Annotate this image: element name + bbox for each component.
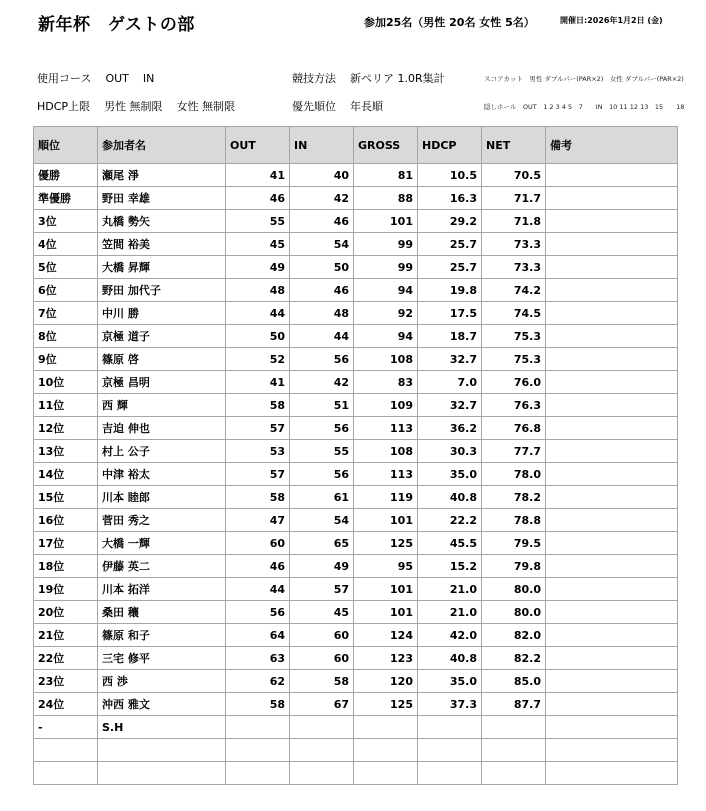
remarks-cell bbox=[546, 210, 678, 233]
name-cell bbox=[98, 739, 226, 762]
out-cell: 60 bbox=[226, 532, 290, 555]
hdcp-cell: 22.2 bbox=[418, 509, 482, 532]
hdcp-cell: 25.7 bbox=[418, 256, 482, 279]
name-cell: 中川 勝 bbox=[98, 302, 226, 325]
name-cell: 西 渉 bbox=[98, 670, 226, 693]
course-info bbox=[37, 70, 154, 86]
table-row bbox=[34, 693, 678, 716]
rank-cell: 11位 bbox=[34, 394, 98, 417]
name-cell: 大橋 昇輝 bbox=[98, 256, 226, 279]
hdcp-cell: 10.5 bbox=[418, 164, 482, 187]
course-out: OUT bbox=[105, 72, 129, 85]
net-cell: 76.8 bbox=[482, 417, 546, 440]
table-row bbox=[34, 348, 678, 371]
gross-cell: 99 bbox=[354, 233, 418, 256]
name-cell: 菅田 秀之 bbox=[98, 509, 226, 532]
name-cell: 野田 幸雄 bbox=[98, 187, 226, 210]
name-cell: 篠原 啓 bbox=[98, 348, 226, 371]
out-cell: 41 bbox=[226, 371, 290, 394]
header-remarks: 備考 bbox=[546, 127, 678, 164]
out-cell: 41 bbox=[226, 164, 290, 187]
out-cell: 44 bbox=[226, 302, 290, 325]
hdcp-cell: 21.0 bbox=[418, 601, 482, 624]
table-row bbox=[34, 463, 678, 486]
hdcp-female: 女性 無制限 bbox=[176, 100, 236, 113]
in-cell: 67 bbox=[290, 693, 354, 716]
remarks-cell bbox=[546, 532, 678, 555]
rank-cell: 13位 bbox=[34, 440, 98, 463]
in-cell: 56 bbox=[290, 417, 354, 440]
course-in: IN bbox=[142, 72, 155, 85]
out-cell bbox=[226, 739, 290, 762]
hdcp-label: HDCP上限 bbox=[37, 100, 91, 113]
table-row bbox=[34, 325, 678, 348]
name-cell: 京極 昌明 bbox=[98, 371, 226, 394]
out-cell: 58 bbox=[226, 486, 290, 509]
table-row bbox=[34, 417, 678, 440]
gross-cell: 88 bbox=[354, 187, 418, 210]
name-cell: 吉迫 伸也 bbox=[98, 417, 226, 440]
header-name: 参加者名 bbox=[98, 127, 226, 164]
gross-cell: 125 bbox=[354, 693, 418, 716]
out-cell: 45 bbox=[226, 233, 290, 256]
in-cell: 54 bbox=[290, 509, 354, 532]
hdcp-cell bbox=[418, 762, 482, 785]
remarks-cell bbox=[546, 417, 678, 440]
name-cell: 三宅 修平 bbox=[98, 647, 226, 670]
rank-cell: 8位 bbox=[34, 325, 98, 348]
out-cell: 52 bbox=[226, 348, 290, 371]
hdcp-cell: 32.7 bbox=[418, 394, 482, 417]
net-cell: 79.5 bbox=[482, 532, 546, 555]
in-cell: 45 bbox=[290, 601, 354, 624]
out-cell: 48 bbox=[226, 279, 290, 302]
out-cell: 49 bbox=[226, 256, 290, 279]
remarks-cell bbox=[546, 693, 678, 716]
header-in: IN bbox=[290, 127, 354, 164]
course-label: 使用コース bbox=[37, 72, 92, 85]
rank-cell: 19位 bbox=[34, 578, 98, 601]
gross-cell bbox=[354, 762, 418, 785]
table-row bbox=[34, 486, 678, 509]
header-net: NET bbox=[482, 127, 546, 164]
hdcp-cell: 35.0 bbox=[418, 463, 482, 486]
in-cell bbox=[290, 739, 354, 762]
table-row bbox=[34, 624, 678, 647]
table-row bbox=[34, 164, 678, 187]
in-cell: 46 bbox=[290, 210, 354, 233]
rank-cell: 12位 bbox=[34, 417, 98, 440]
net-cell: 80.0 bbox=[482, 601, 546, 624]
hdcp-cell: 21.0 bbox=[418, 578, 482, 601]
gross-cell: 119 bbox=[354, 486, 418, 509]
remarks-cell bbox=[546, 624, 678, 647]
out-cell: 55 bbox=[226, 210, 290, 233]
table-row bbox=[34, 762, 678, 785]
table-row bbox=[34, 233, 678, 256]
in-cell: 49 bbox=[290, 555, 354, 578]
in-cell: 58 bbox=[290, 670, 354, 693]
gross-cell: 81 bbox=[354, 164, 418, 187]
net-cell: 82.2 bbox=[482, 647, 546, 670]
in-cell: 54 bbox=[290, 233, 354, 256]
table-row bbox=[34, 716, 678, 739]
in-cell: 55 bbox=[290, 440, 354, 463]
name-cell: 大橋 一輝 bbox=[98, 532, 226, 555]
header-gross: GROSS bbox=[354, 127, 418, 164]
net-cell: 73.3 bbox=[482, 233, 546, 256]
name-cell: 西 輝 bbox=[98, 394, 226, 417]
hdcp-cell: 40.8 bbox=[418, 486, 482, 509]
rank-cell: 21位 bbox=[34, 624, 98, 647]
header-out: OUT bbox=[226, 127, 290, 164]
gross-cell: 99 bbox=[354, 256, 418, 279]
remarks-cell bbox=[546, 256, 678, 279]
name-cell: 川本 拓洋 bbox=[98, 578, 226, 601]
in-cell: 56 bbox=[290, 463, 354, 486]
remarks-cell bbox=[546, 716, 678, 739]
out-cell bbox=[226, 762, 290, 785]
table-row bbox=[34, 578, 678, 601]
net-cell: 74.2 bbox=[482, 279, 546, 302]
rank-cell bbox=[34, 739, 98, 762]
hdcp-cell: 42.0 bbox=[418, 624, 482, 647]
gross-cell bbox=[354, 739, 418, 762]
name-cell: 伊藤 英二 bbox=[98, 555, 226, 578]
gross-cell: 101 bbox=[354, 509, 418, 532]
remarks-cell bbox=[546, 555, 678, 578]
in-cell: 42 bbox=[290, 187, 354, 210]
rank-cell: 10位 bbox=[34, 371, 98, 394]
table-row bbox=[34, 440, 678, 463]
name-cell bbox=[98, 762, 226, 785]
in-cell: 44 bbox=[290, 325, 354, 348]
gross-cell: 113 bbox=[354, 463, 418, 486]
rank-cell: - bbox=[34, 716, 98, 739]
priority-value: 年長順 bbox=[350, 100, 383, 113]
gross-cell: 83 bbox=[354, 371, 418, 394]
hdcp-cell: 15.2 bbox=[418, 555, 482, 578]
net-cell: 78.0 bbox=[482, 463, 546, 486]
in-cell: 48 bbox=[290, 302, 354, 325]
out-cell: 46 bbox=[226, 555, 290, 578]
remarks-cell bbox=[546, 440, 678, 463]
in-cell: 60 bbox=[290, 624, 354, 647]
rank-cell: 22位 bbox=[34, 647, 98, 670]
rank-cell: 16位 bbox=[34, 509, 98, 532]
rank-cell: 準優勝 bbox=[34, 187, 98, 210]
rank-cell: 20位 bbox=[34, 601, 98, 624]
method-label: 競技方法 bbox=[292, 72, 336, 85]
net-cell: 85.0 bbox=[482, 670, 546, 693]
in-cell: 65 bbox=[290, 532, 354, 555]
out-cell: 62 bbox=[226, 670, 290, 693]
name-cell: 野田 加代子 bbox=[98, 279, 226, 302]
out-cell: 64 bbox=[226, 624, 290, 647]
net-cell: 71.7 bbox=[482, 187, 546, 210]
remarks-cell bbox=[546, 371, 678, 394]
net-cell: 71.8 bbox=[482, 210, 546, 233]
in-cell: 60 bbox=[290, 647, 354, 670]
remarks-cell bbox=[546, 486, 678, 509]
hdcp-cell bbox=[418, 739, 482, 762]
remarks-cell bbox=[546, 739, 678, 762]
table-row bbox=[34, 371, 678, 394]
net-cell: 76.3 bbox=[482, 394, 546, 417]
in-cell bbox=[290, 716, 354, 739]
out-cell: 50 bbox=[226, 325, 290, 348]
rank-cell: 17位 bbox=[34, 532, 98, 555]
net-cell bbox=[482, 762, 546, 785]
net-cell: 75.3 bbox=[482, 325, 546, 348]
gross-cell: 94 bbox=[354, 279, 418, 302]
gross-cell: 95 bbox=[354, 555, 418, 578]
in-cell: 46 bbox=[290, 279, 354, 302]
in-cell bbox=[290, 762, 354, 785]
rank-cell: 3位 bbox=[34, 210, 98, 233]
header-rank: 順位 bbox=[34, 127, 98, 164]
rank-cell: 7位 bbox=[34, 302, 98, 325]
hdcp-cell: 16.3 bbox=[418, 187, 482, 210]
gross-cell: 101 bbox=[354, 578, 418, 601]
hdcp-cell: 37.3 bbox=[418, 693, 482, 716]
net-cell: 82.0 bbox=[482, 624, 546, 647]
remarks-cell bbox=[546, 762, 678, 785]
out-cell: 56 bbox=[226, 601, 290, 624]
priority-info bbox=[292, 98, 383, 114]
rank-cell: 24位 bbox=[34, 693, 98, 716]
remarks-cell bbox=[546, 463, 678, 486]
in-cell: 42 bbox=[290, 371, 354, 394]
out-cell: 44 bbox=[226, 578, 290, 601]
table-row bbox=[34, 279, 678, 302]
hdcp-info bbox=[37, 98, 235, 114]
rank-cell bbox=[34, 762, 98, 785]
table-row bbox=[34, 302, 678, 325]
event-date: 開催日:2026年1月2日 (金) bbox=[560, 16, 663, 25]
rank-cell: 4位 bbox=[34, 233, 98, 256]
out-cell: 47 bbox=[226, 509, 290, 532]
net-cell: 78.8 bbox=[482, 509, 546, 532]
hdcp-cell: 32.7 bbox=[418, 348, 482, 371]
out-cell bbox=[226, 716, 290, 739]
hdcp-cell: 29.2 bbox=[418, 210, 482, 233]
in-cell: 61 bbox=[290, 486, 354, 509]
net-cell: 77.7 bbox=[482, 440, 546, 463]
name-cell: 京極 道子 bbox=[98, 325, 226, 348]
method-value: 新ペリア 1.0R集計 bbox=[350, 72, 445, 85]
hidden-holes-note: 隠しホール OUT 1 2 3 4 5 7 IN 10 11 12 13 15 18 bbox=[484, 103, 685, 111]
method-info bbox=[292, 70, 445, 86]
out-cell: 63 bbox=[226, 647, 290, 670]
gross-cell: 108 bbox=[354, 348, 418, 371]
hdcp-cell: 17.5 bbox=[418, 302, 482, 325]
table-row bbox=[34, 256, 678, 279]
hdcp-cell: 36.2 bbox=[418, 417, 482, 440]
out-cell: 46 bbox=[226, 187, 290, 210]
name-cell: 沖西 雅文 bbox=[98, 693, 226, 716]
table-header-row bbox=[34, 127, 678, 164]
in-cell: 51 bbox=[290, 394, 354, 417]
table-row bbox=[34, 394, 678, 417]
gross-cell: 101 bbox=[354, 601, 418, 624]
out-cell: 53 bbox=[226, 440, 290, 463]
net-cell: 74.5 bbox=[482, 302, 546, 325]
remarks-cell bbox=[546, 164, 678, 187]
remarks-cell bbox=[546, 302, 678, 325]
gross-cell: 125 bbox=[354, 532, 418, 555]
net-cell bbox=[482, 716, 546, 739]
rank-cell: 5位 bbox=[34, 256, 98, 279]
name-cell: S.H bbox=[98, 716, 226, 739]
priority-label: 優先順位 bbox=[292, 100, 336, 113]
out-cell: 57 bbox=[226, 463, 290, 486]
page-title: 新年杯 ゲストの部 bbox=[38, 15, 195, 35]
net-cell bbox=[482, 739, 546, 762]
name-cell: 村上 公子 bbox=[98, 440, 226, 463]
results-table bbox=[33, 126, 678, 785]
net-cell: 75.3 bbox=[482, 348, 546, 371]
name-cell: 桑田 穰 bbox=[98, 601, 226, 624]
net-cell: 80.0 bbox=[482, 578, 546, 601]
table-row bbox=[34, 739, 678, 762]
hdcp-cell: 18.7 bbox=[418, 325, 482, 348]
remarks-cell bbox=[546, 647, 678, 670]
gross-cell: 124 bbox=[354, 624, 418, 647]
header-hdcp: HDCP bbox=[418, 127, 482, 164]
hdcp-cell: 35.0 bbox=[418, 670, 482, 693]
rank-cell: 6位 bbox=[34, 279, 98, 302]
hdcp-cell: 30.3 bbox=[418, 440, 482, 463]
remarks-cell bbox=[546, 233, 678, 256]
name-cell: 中津 裕太 bbox=[98, 463, 226, 486]
gross-cell: 113 bbox=[354, 417, 418, 440]
rank-cell: 15位 bbox=[34, 486, 98, 509]
table-row bbox=[34, 601, 678, 624]
rank-cell: 9位 bbox=[34, 348, 98, 371]
table-row bbox=[34, 532, 678, 555]
table-row bbox=[34, 187, 678, 210]
gross-cell: 94 bbox=[354, 325, 418, 348]
remarks-cell bbox=[546, 509, 678, 532]
remarks-cell bbox=[546, 325, 678, 348]
name-cell: 笠間 裕美 bbox=[98, 233, 226, 256]
hdcp-cell bbox=[418, 716, 482, 739]
in-cell: 57 bbox=[290, 578, 354, 601]
gross-cell: 101 bbox=[354, 210, 418, 233]
hdcp-cell: 40.8 bbox=[418, 647, 482, 670]
table-row bbox=[34, 210, 678, 233]
rank-cell: 18位 bbox=[34, 555, 98, 578]
remarks-cell bbox=[546, 670, 678, 693]
net-cell: 70.5 bbox=[482, 164, 546, 187]
in-cell: 40 bbox=[290, 164, 354, 187]
rank-cell: 優勝 bbox=[34, 164, 98, 187]
remarks-cell bbox=[546, 279, 678, 302]
out-cell: 57 bbox=[226, 417, 290, 440]
scorecut-note: スコアカット 男性 ダブルパー(PAR×2) 女性 ダブルパー(PAR×2) bbox=[484, 75, 684, 83]
out-cell: 58 bbox=[226, 394, 290, 417]
table-row bbox=[34, 509, 678, 532]
table-row bbox=[34, 670, 678, 693]
gross-cell: 109 bbox=[354, 394, 418, 417]
hdcp-cell: 7.0 bbox=[418, 371, 482, 394]
remarks-cell bbox=[546, 601, 678, 624]
rank-cell: 14位 bbox=[34, 463, 98, 486]
gross-cell: 108 bbox=[354, 440, 418, 463]
remarks-cell bbox=[546, 394, 678, 417]
net-cell: 78.2 bbox=[482, 486, 546, 509]
net-cell: 87.7 bbox=[482, 693, 546, 716]
gross-cell: 120 bbox=[354, 670, 418, 693]
name-cell: 川本 睦郎 bbox=[98, 486, 226, 509]
gross-cell: 92 bbox=[354, 302, 418, 325]
remarks-cell bbox=[546, 187, 678, 210]
rank-cell: 23位 bbox=[34, 670, 98, 693]
hdcp-male: 男性 無制限 bbox=[104, 100, 163, 113]
gross-cell bbox=[354, 716, 418, 739]
net-cell: 73.3 bbox=[482, 256, 546, 279]
in-cell: 50 bbox=[290, 256, 354, 279]
remarks-cell bbox=[546, 578, 678, 601]
net-cell: 76.0 bbox=[482, 371, 546, 394]
hdcp-cell: 25.7 bbox=[418, 233, 482, 256]
gross-cell: 123 bbox=[354, 647, 418, 670]
net-cell: 79.8 bbox=[482, 555, 546, 578]
participant-count: 参加25名（男性 20名 女性 5名） bbox=[364, 16, 535, 29]
in-cell: 56 bbox=[290, 348, 354, 371]
table-row bbox=[34, 555, 678, 578]
table-row bbox=[34, 647, 678, 670]
out-cell: 58 bbox=[226, 693, 290, 716]
name-cell: 丸橋 勢矢 bbox=[98, 210, 226, 233]
remarks-cell bbox=[546, 348, 678, 371]
hdcp-cell: 19.8 bbox=[418, 279, 482, 302]
name-cell: 瀬尾 淨 bbox=[98, 164, 226, 187]
name-cell: 篠原 和子 bbox=[98, 624, 226, 647]
hdcp-cell: 45.5 bbox=[418, 532, 482, 555]
